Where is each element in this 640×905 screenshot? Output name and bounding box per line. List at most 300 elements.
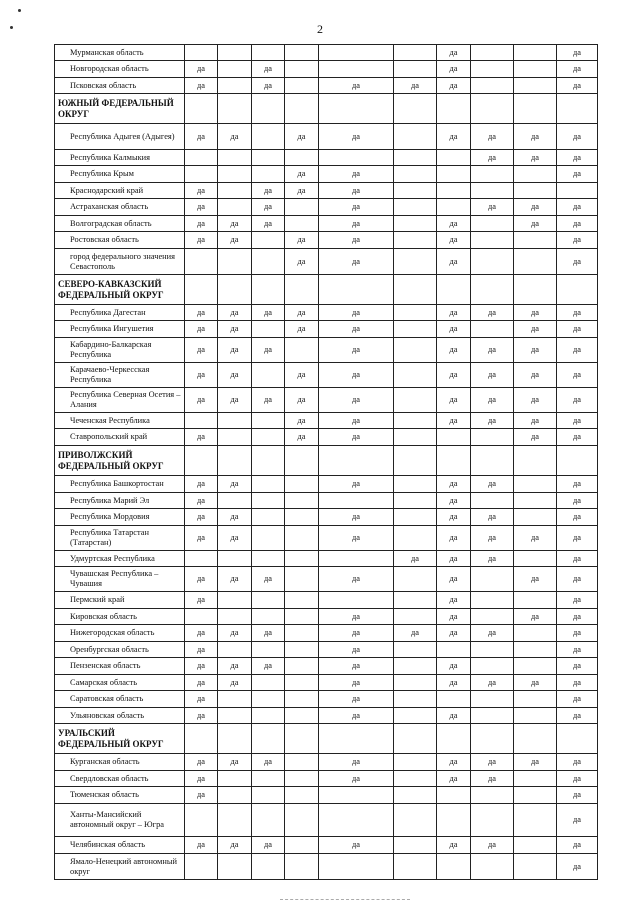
value-cell: да [218,625,252,642]
value-cell [471,61,514,78]
value-cell [285,509,319,526]
scan-edge-line [280,899,410,900]
value-cell: да [557,216,598,232]
region-name: Республика Мордовия [55,509,185,526]
value-cell [514,509,557,526]
value-cell: да [557,854,598,880]
region-row [55,567,598,592]
region-name: Краснодарский край [55,183,185,199]
value-cell [437,150,471,166]
region-name: Карачаево-Черкесская Республика [55,363,185,388]
value-cell: да [252,61,285,78]
value-cell [557,275,598,305]
value-cell: да [557,658,598,675]
value-cell: да [557,249,598,275]
value-cell [394,216,437,232]
value-cell [514,691,557,708]
value-cell [394,321,437,338]
value-cell: да [557,413,598,429]
value-cell: да [252,658,285,675]
value-cell [437,787,471,804]
value-cell: да [437,754,471,771]
value-cell: да [437,771,471,787]
value-cell [285,837,319,854]
value-cell: да [185,61,218,78]
value-cell: да [437,78,471,94]
region-name: Чеченская Республика [55,413,185,429]
value-cell [319,45,394,61]
value-cell [185,94,218,124]
value-cell [252,691,285,708]
value-cell: да [557,642,598,658]
value-cell [252,526,285,551]
region-row [55,592,598,609]
region-row [55,78,598,94]
region-row [55,199,598,216]
value-cell: да [185,625,218,642]
region-row [55,429,598,446]
value-cell: да [319,363,394,388]
value-cell [437,854,471,880]
value-cell [514,249,557,275]
value-cell [252,642,285,658]
region-name: Республика Северная Осетия – Алания [55,388,185,413]
value-cell: да [285,166,319,183]
value-cell [252,232,285,249]
value-cell [252,94,285,124]
value-cell: да [218,216,252,232]
value-cell [557,446,598,476]
value-cell: да [514,150,557,166]
value-cell [394,567,437,592]
value-cell [394,708,437,724]
region-row [55,658,598,675]
region-row [55,787,598,804]
value-cell: да [514,567,557,592]
value-cell [218,609,252,625]
value-cell [471,493,514,509]
value-cell: да [514,216,557,232]
value-cell [471,275,514,305]
value-cell: да [319,232,394,249]
value-cell: да [437,675,471,691]
value-cell: да [319,305,394,321]
value-cell: да [252,216,285,232]
value-cell [218,804,252,837]
value-cell [252,363,285,388]
region-name: Свердловская область [55,771,185,787]
value-cell: да [471,771,514,787]
value-cell [514,61,557,78]
value-cell: да [285,124,319,150]
value-cell: да [319,429,394,446]
region-name: Республика Башкортостан [55,476,185,493]
district-row [55,275,598,305]
value-cell [394,183,437,199]
value-cell: да [185,526,218,551]
region-row [55,388,598,413]
value-cell: да [437,388,471,413]
district-name: СЕВЕРО-КАВКАЗСКИЙ ФЕДЕРАЛЬНЫЙ ОКРУГ [55,275,185,305]
region-name: Оренбургская область [55,642,185,658]
region-row [55,642,598,658]
value-cell: да [437,526,471,551]
page-number: 2 [317,22,323,36]
value-cell [285,771,319,787]
value-cell: да [218,338,252,363]
value-cell [285,724,319,754]
region-name: Удмуртская Республика [55,551,185,567]
value-cell: да [557,691,598,708]
value-cell: да [319,658,394,675]
value-cell: да [285,388,319,413]
value-cell [514,493,557,509]
value-cell [319,724,394,754]
region-name: Волгоградская область [55,216,185,232]
value-cell [471,592,514,609]
value-cell [285,199,319,216]
value-cell: да [471,476,514,493]
value-cell [319,94,394,124]
value-cell [252,321,285,338]
value-cell: да [252,837,285,854]
value-cell: да [185,837,218,854]
value-cell [394,804,437,837]
value-cell: да [218,526,252,551]
value-cell: да [437,708,471,724]
value-cell: да [185,476,218,493]
value-cell [285,804,319,837]
value-cell: да [218,363,252,388]
value-cell [185,166,218,183]
value-cell [394,232,437,249]
value-cell: да [185,675,218,691]
value-cell: да [471,754,514,771]
value-cell [185,150,218,166]
value-cell [319,551,394,567]
region-row [55,771,598,787]
value-cell: да [185,183,218,199]
value-cell: да [471,625,514,642]
value-cell: да [319,216,394,232]
value-cell [218,94,252,124]
value-cell [394,658,437,675]
value-cell: да [557,592,598,609]
value-cell [437,166,471,183]
value-cell [394,446,437,476]
region-name: Пермский край [55,592,185,609]
value-cell: да [185,199,218,216]
value-cell [394,509,437,526]
region-name: Республика Дагестан [55,305,185,321]
region-name: Республика Марий Эл [55,493,185,509]
region-name: Самарская область [55,675,185,691]
value-cell [252,493,285,509]
value-cell: да [218,754,252,771]
value-cell: да [514,609,557,625]
value-cell [218,413,252,429]
district-name: УРАЛЬСКИЙ ФЕДЕРАЛЬНЫЙ ОКРУГ [55,724,185,754]
value-cell [285,658,319,675]
value-cell: да [557,675,598,691]
value-cell: да [437,338,471,363]
region-row [55,804,598,837]
region-name: Саратовская область [55,691,185,708]
value-cell: да [514,321,557,338]
value-cell: да [557,476,598,493]
value-cell [218,771,252,787]
value-cell [252,675,285,691]
value-cell: да [252,183,285,199]
value-cell [285,94,319,124]
value-cell: да [185,78,218,94]
value-cell [394,305,437,321]
value-cell: да [218,321,252,338]
region-row [55,338,598,363]
region-row [55,837,598,854]
region-name: Республика Татарстан (Татарстан) [55,526,185,551]
value-cell: да [285,363,319,388]
value-cell [185,551,218,567]
value-cell [185,724,218,754]
value-cell [394,124,437,150]
value-cell: да [252,199,285,216]
value-cell: да [557,771,598,787]
value-cell [514,804,557,837]
value-cell [471,724,514,754]
value-cell [252,787,285,804]
value-cell: да [557,124,598,150]
value-cell [394,94,437,124]
value-cell: да [185,771,218,787]
value-cell [285,551,319,567]
value-cell: да [319,321,394,338]
region-name: Республика Ингушетия [55,321,185,338]
value-cell: да [319,526,394,551]
value-cell [437,691,471,708]
region-row [55,216,598,232]
value-cell [218,493,252,509]
value-cell: да [185,493,218,509]
value-cell: да [557,61,598,78]
value-cell: да [319,837,394,854]
value-cell: да [514,526,557,551]
value-cell [471,249,514,275]
value-cell: да [437,216,471,232]
value-cell [514,625,557,642]
value-cell: да [185,642,218,658]
value-cell [252,249,285,275]
value-cell: да [557,708,598,724]
value-cell [319,854,394,880]
region-name: Чувашская Республика – Чувашия [55,567,185,592]
value-cell: да [394,551,437,567]
value-cell [471,804,514,837]
value-cell [252,609,285,625]
region-name: Мурманская область [55,45,185,61]
value-cell [319,150,394,166]
value-cell: да [319,754,394,771]
value-cell: да [185,658,218,675]
value-cell [471,691,514,708]
region-row [55,708,598,724]
value-cell [394,493,437,509]
region-row [55,413,598,429]
region-row [55,476,598,493]
value-cell: да [319,78,394,94]
value-cell: да [437,837,471,854]
value-cell [285,45,319,61]
value-cell [319,275,394,305]
value-cell [394,150,437,166]
value-cell: да [185,567,218,592]
value-cell [471,321,514,338]
district-name: ПРИВОЛЖСКИЙ ФЕДЕРАЛЬНЫЙ ОКРУГ [55,446,185,476]
value-cell [185,446,218,476]
district-row [55,446,598,476]
value-cell: да [437,567,471,592]
value-cell [394,787,437,804]
value-cell: да [437,363,471,388]
value-cell [394,413,437,429]
value-cell: да [471,124,514,150]
value-cell: да [514,388,557,413]
value-cell [285,754,319,771]
value-cell: да [185,754,218,771]
value-cell [285,61,319,78]
value-cell [514,232,557,249]
value-cell [471,567,514,592]
value-cell [252,124,285,150]
value-cell: да [185,338,218,363]
value-cell: да [185,388,218,413]
value-cell [471,787,514,804]
value-cell: да [319,567,394,592]
value-cell [252,708,285,724]
value-cell [394,363,437,388]
value-cell: да [557,804,598,837]
value-cell: да [218,837,252,854]
value-cell: да [471,338,514,363]
value-cell [285,446,319,476]
value-cell: да [285,249,319,275]
value-cell [437,199,471,216]
value-cell: да [185,363,218,388]
value-cell [394,526,437,551]
value-cell: да [557,567,598,592]
value-cell [514,45,557,61]
value-cell: да [319,476,394,493]
value-cell: да [514,754,557,771]
value-cell [514,78,557,94]
region-row [55,625,598,642]
value-cell [471,166,514,183]
value-cell: да [557,232,598,249]
value-cell: да [514,199,557,216]
value-cell: да [437,61,471,78]
value-cell: да [557,429,598,446]
value-cell [394,275,437,305]
value-cell: да [218,476,252,493]
value-cell [437,724,471,754]
value-cell [471,45,514,61]
value-cell [252,854,285,880]
value-cell: да [185,321,218,338]
value-cell [185,45,218,61]
value-cell [394,338,437,363]
value-cell [514,94,557,124]
value-cell [437,804,471,837]
value-cell [471,78,514,94]
value-cell [394,592,437,609]
value-cell [252,551,285,567]
region-row [55,249,598,275]
value-cell [394,61,437,78]
value-cell [285,150,319,166]
region-row [55,493,598,509]
region-row [55,754,598,771]
value-cell [319,61,394,78]
value-cell [437,183,471,199]
value-cell [285,275,319,305]
value-cell [471,658,514,675]
region-name: Ставропольский край [55,429,185,446]
value-cell: да [471,199,514,216]
value-cell [285,592,319,609]
value-cell [218,854,252,880]
value-cell: да [319,183,394,199]
region-name: Республика Калмыкия [55,150,185,166]
value-cell [252,166,285,183]
value-cell [394,754,437,771]
value-cell [394,388,437,413]
value-cell [285,854,319,880]
value-cell: да [437,249,471,275]
value-cell: да [557,363,598,388]
value-cell [252,275,285,305]
value-cell [394,854,437,880]
value-cell: да [285,305,319,321]
value-cell [252,429,285,446]
regions-table [54,44,598,880]
value-cell [218,691,252,708]
region-row [55,61,598,78]
value-cell [514,771,557,787]
value-cell [218,166,252,183]
value-cell: да [218,658,252,675]
value-cell: да [285,321,319,338]
region-name: Новгородская область [55,61,185,78]
region-row [55,609,598,625]
value-cell: да [319,625,394,642]
value-cell [437,429,471,446]
value-cell [319,493,394,509]
value-cell: да [218,388,252,413]
value-cell: да [557,493,598,509]
value-cell: да [437,551,471,567]
value-cell: да [285,183,319,199]
region-row [55,675,598,691]
value-cell [218,551,252,567]
value-cell: да [218,567,252,592]
value-cell [252,150,285,166]
district-row [55,94,598,124]
value-cell [319,446,394,476]
value-cell: да [471,509,514,526]
value-cell [218,150,252,166]
value-cell [185,854,218,880]
value-cell: да [471,837,514,854]
